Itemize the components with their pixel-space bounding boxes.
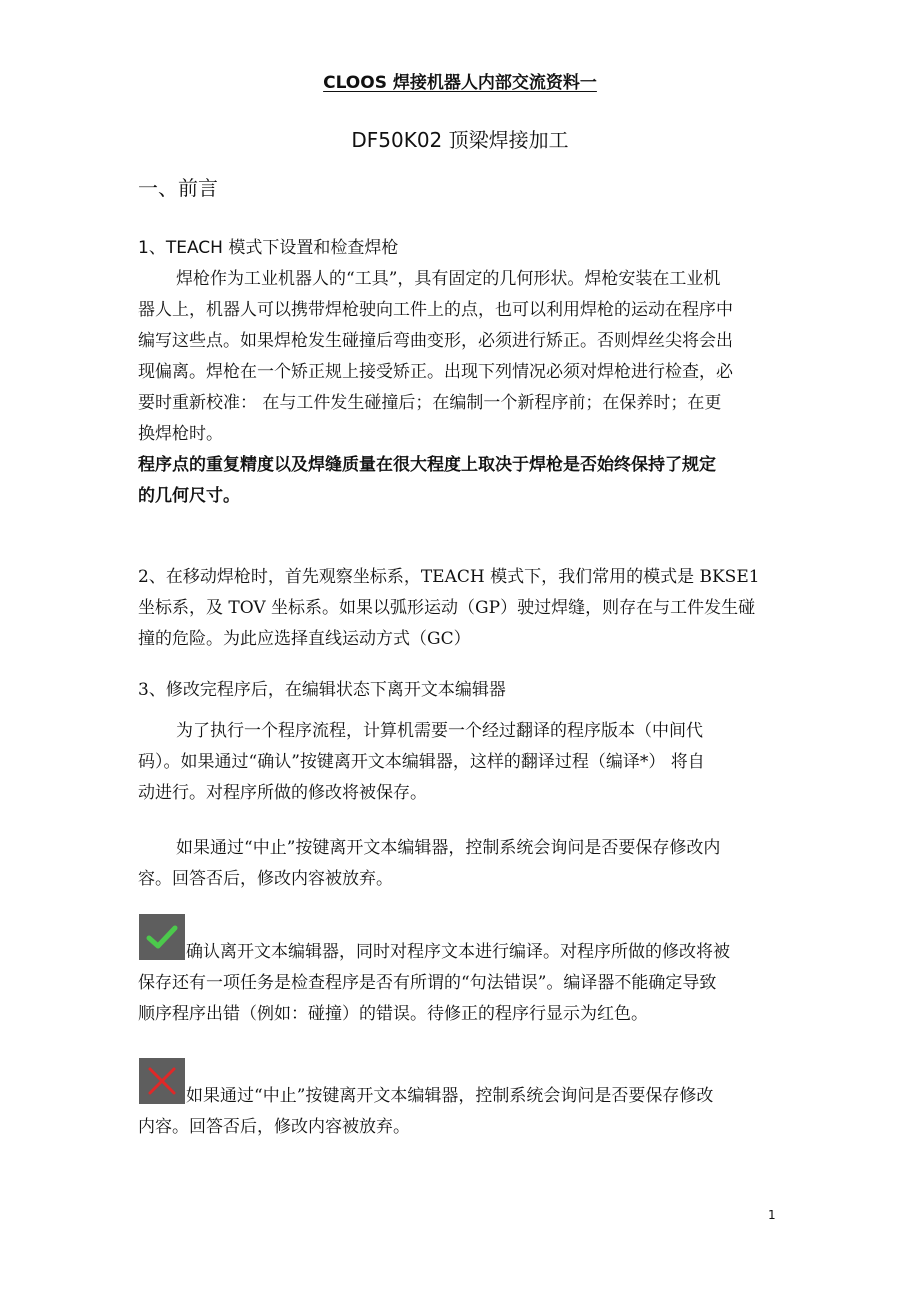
item1-title: 1、TEACH 模式下设置和检查焊枪 bbox=[138, 238, 399, 258]
confirm-line: 确认离开文本编辑器，同时对程序文本进行编译。对程序所做的修改将被 bbox=[186, 942, 730, 962]
item3-section bbox=[138, 675, 783, 706]
item1-body-line: 器人上，机器人可以携带焊枪驶向工件上的点，也可以利用焊枪的运动在程序中 bbox=[138, 300, 733, 320]
item2-line: 2、在移动焊枪时，首先观察坐标系，TEACH 模式下，我们常用的模式是 BKSE1 bbox=[138, 567, 760, 587]
document-title: DF50K02 顶梁焊接加工 bbox=[351, 128, 569, 152]
item3-paragraph-2 bbox=[138, 833, 783, 895]
item1-body-line: 焊枪作为工业机器人的“工具”，具有固定的几何形状。焊枪安装在工业机 bbox=[176, 269, 721, 289]
abort-line: 内容。回答否后，修改内容被放弃。 bbox=[138, 1117, 410, 1137]
item1-body-line: 换焊枪时。 bbox=[138, 424, 223, 444]
page-number: 1 bbox=[768, 1208, 776, 1222]
item3-para1-line: 为了执行一个程序流程，计算机需要一个经过翻译的程序版本（中间代 bbox=[176, 721, 703, 741]
section-heading: 一、前言 bbox=[138, 176, 218, 200]
item2-line: 撞的危险。为此应选择直线运动方式（GC） bbox=[138, 629, 471, 649]
item1-body-line: 要时重新校准： 在与工件发生碰撞后；在编制一个新程序前；在保养时；在更 bbox=[138, 393, 722, 413]
item3-para2-line: 如果通过“中止”按键离开文本编辑器，控制系统会询问是否要保存修改内 bbox=[176, 838, 721, 858]
item2-section bbox=[138, 562, 783, 655]
item1-emphasis-line: 的几何尺寸。 bbox=[138, 486, 240, 506]
item1-emphasis-line: 程序点的重复精度以及焊缝质量在很大程度上取决于焊枪是否始终保持了规定 bbox=[138, 455, 716, 475]
item3-paragraph-1 bbox=[138, 716, 783, 809]
item2-line: 坐标系，及 TOV 坐标系。如果以弧形运动（GP）驶过焊缝，则存在与工件发生碰 bbox=[138, 598, 756, 618]
item3-title: 3、修改完程序后，在编辑状态下离开文本编辑器 bbox=[138, 680, 506, 700]
item3-para2-line: 容。回答否后，修改内容被放弃。 bbox=[138, 869, 393, 889]
confirm-line: 保存还有一项任务是检查程序是否有所谓的“句法错误”。编译器不能确定导致 bbox=[138, 973, 717, 993]
item3-para1-line: 动进行。对程序所做的修改将被保存。 bbox=[138, 783, 427, 803]
item3-para1-line: 码）。如果通过“确认”按键离开文本编辑器，这样的翻译过程（编译*） 将自 bbox=[138, 752, 705, 772]
abort-description bbox=[138, 1081, 783, 1143]
abort-line: 如果通过“中止”按键离开文本编辑器，控制系统会询问是否要保存修改 bbox=[186, 1086, 714, 1106]
header-title: CLOOS 焊接机器人内部交流资料一 bbox=[323, 73, 597, 93]
item1-body-line: 编写这些点。如果焊枪发生碰撞后弯曲变形，必须进行矫正。否则焊丝尖将会出 bbox=[138, 331, 733, 351]
confirm-description bbox=[138, 937, 783, 1030]
item1-body-line: 现偏离。焊枪在一个矫正规上接受矫正。出现下列情况必须对焊枪进行检查，必 bbox=[138, 362, 733, 382]
confirm-line: 顺序程序出错（例如：碰撞）的错误。待修正的程序行显示为红色。 bbox=[138, 1004, 648, 1024]
item1-section bbox=[138, 233, 783, 512]
